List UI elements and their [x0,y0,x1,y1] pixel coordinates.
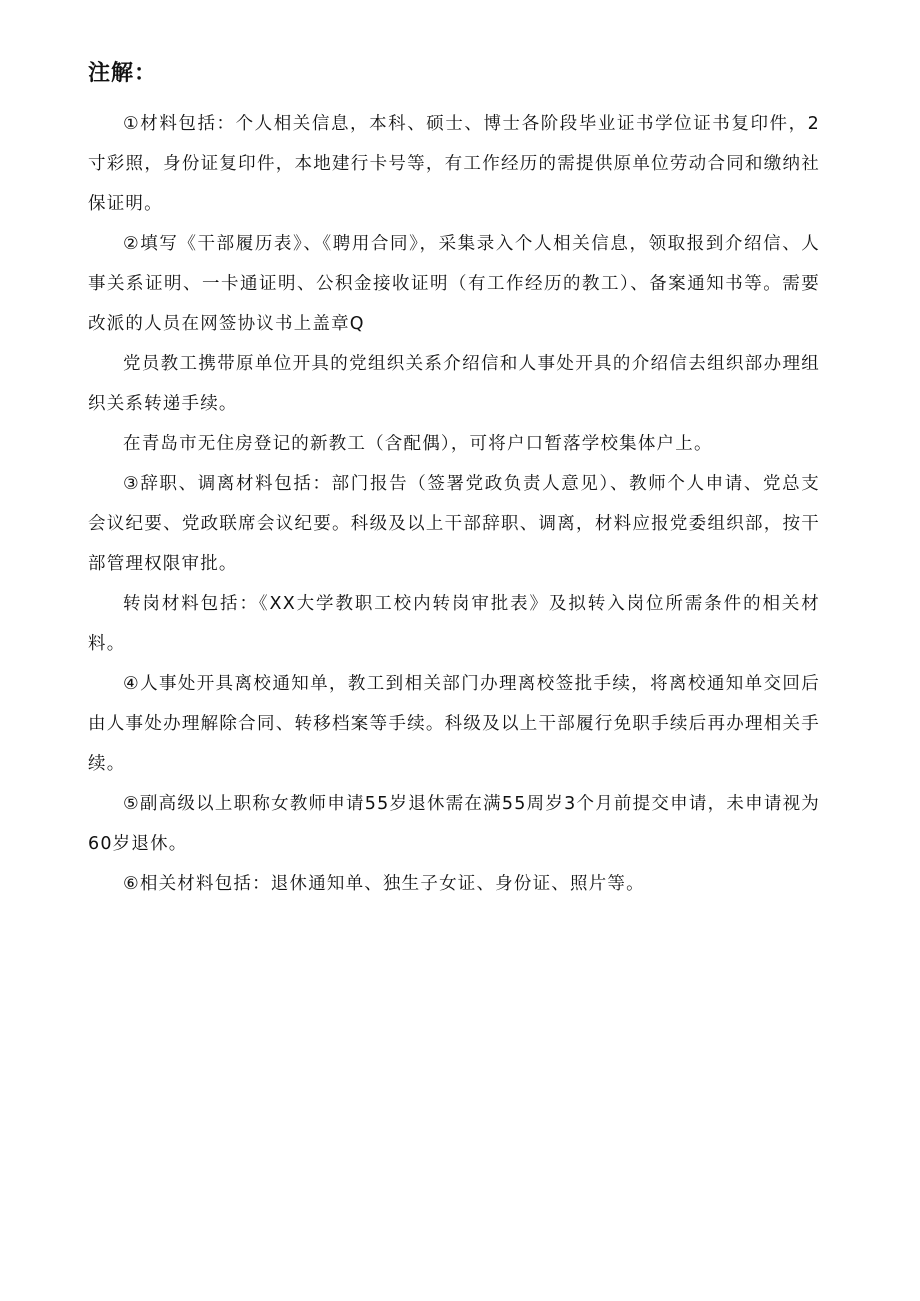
note-item-1-materials: ①材料包括：个人相关信息，本科、硕士、博士各阶段毕业证书学位证书复印件，2寸彩照，身份证复印件，本地建行卡号等，有工作经历的需提供原单位劳动合同和缴纳社保证明。 [88,114,820,214]
note-household-registration: 在青岛市无住房登记的新教工（含配偶），可将户口暂落学校集体户上。 [123,434,713,454]
note-job-transfer: 转岗材料包括：《XX大学教职工校内转岗审批表》及拟转入岗位所需条件的相关材料。 [88,594,820,654]
note-item-4-leaving: ④人事处开具离校通知单，教工到相关部门办理离校签批手续，将离校通知单交回后由人事处办理解除合同、转移档案等手续。科级及以上干部履行免职手续后再办理相关手续。 [88,674,820,774]
note-item-3-resignation: ③辞职、调离材料包括：部门报告（签署党政负责人意见）、教师个人申请、党总支会议纪要、党政联席会议纪要。科级及以上干部辞职、调离，材料应报党委组织部，按干部管理权限审批。 [88,474,820,574]
note-item-6-retirement-materials: ⑥相关材料包括：退休通知单、独生子女证、身份证、照片等。 [123,874,645,894]
note-party-transfer: 党员教工携带原单位开具的党组织关系介绍信和人事处开具的介绍信去组织部办理组织关系转递手续。 [88,354,820,414]
note-item-5-retirement: ⑤副高级以上职称女教师申请55岁退休需在满55周岁3个月前提交申请，未申请视为60岁退休。 [88,794,820,854]
note-item-2-forms: ②填写《干部履历表》、《聘用合同》，采集录入个人相关信息，领取报到介绍信、人事关系证明、一卡通证明、公积金接收证明（有工作经历的教工）、备案通知书等。需要改派的人员在网签协议书上盖章Q [88,234,820,334]
notes-heading: 注解： [88,61,158,86]
